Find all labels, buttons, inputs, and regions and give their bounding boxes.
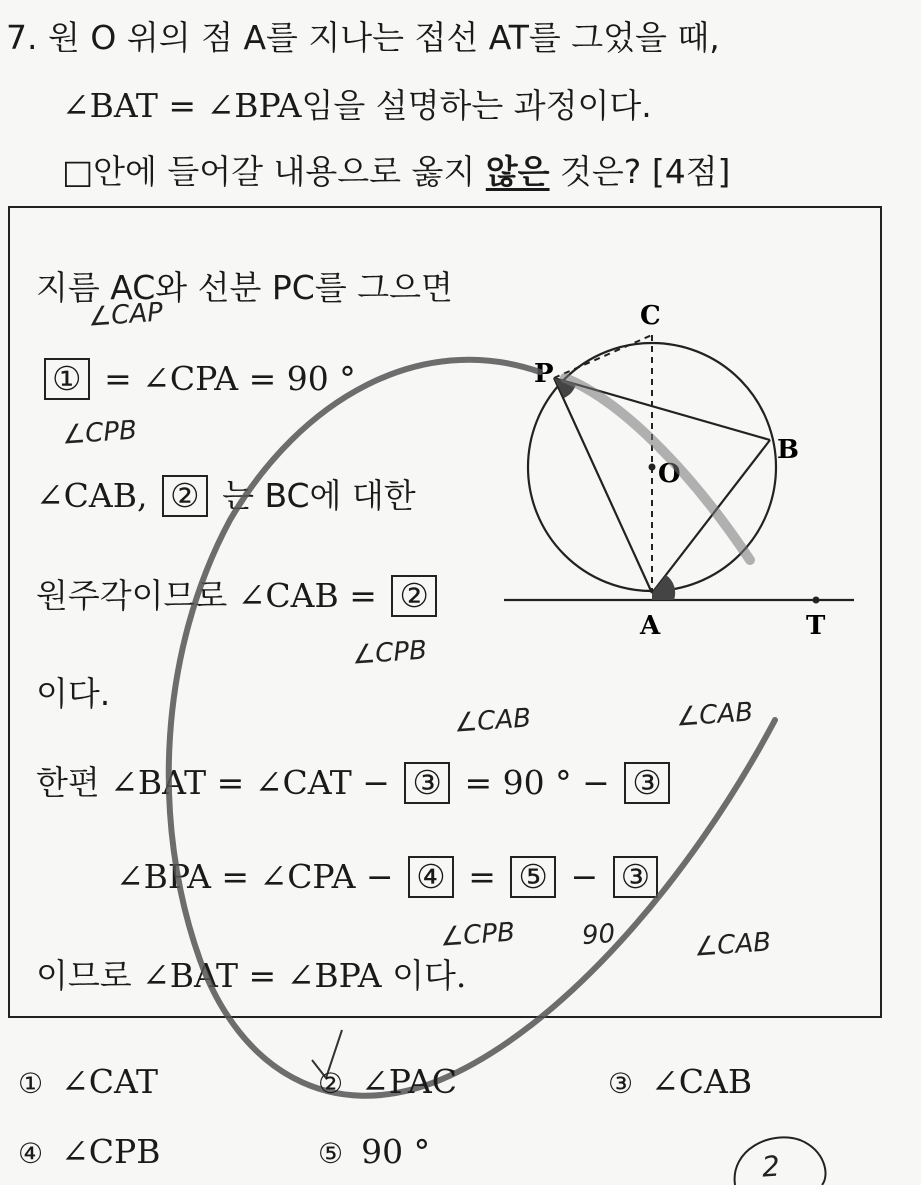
circle-figure: [490, 290, 870, 650]
proof-line-3-pre: ∠CAB,: [36, 476, 148, 515]
blank-4: ④: [408, 856, 454, 898]
blank-3a: ③: [404, 762, 450, 804]
segment-pa: [554, 378, 652, 593]
proof-line-4-pre: 원주각이므로 ∠CAB =: [36, 576, 377, 615]
option-3[interactable]: [608, 1062, 752, 1101]
center-point-o: [649, 464, 656, 471]
proof-line-6-pre: 한편 ∠BAT = ∠CAT −: [36, 763, 390, 802]
handwriting-note-5: ∠CAB: [675, 697, 755, 733]
blank-1: ①: [44, 358, 90, 400]
option-1[interactable]: [18, 1062, 158, 1101]
proof-line-8: 이므로 ∠BAT = ∠BPA 이다.: [36, 956, 467, 995]
option-5-text: 90 °: [361, 1132, 431, 1171]
blank-2a: ②: [162, 475, 208, 517]
proof-line-2: [40, 358, 356, 400]
handwriting-note-6: ∠CPB: [439, 917, 516, 953]
handwriting-note-3: ∠CPB: [351, 635, 428, 671]
proof-line-6-mid: = 90 ° −: [464, 763, 610, 802]
point-t: [813, 597, 820, 604]
option-3-number: ③: [608, 1067, 634, 1100]
option-2[interactable]: [318, 1062, 457, 1101]
proof-line-3: [36, 470, 416, 517]
blank-3b: ③: [624, 762, 670, 804]
proof-line-7-eq: =: [468, 857, 496, 896]
proof-line-2-rest: = ∠CPA = 90 °: [104, 359, 356, 398]
option-1-number: ①: [18, 1067, 44, 1100]
proof-line-4: [36, 570, 441, 617]
handwriting-note-2: ∠CPB: [61, 415, 138, 451]
proof-line-5: 이다.: [36, 674, 111, 713]
question-line-2: [62, 80, 652, 127]
label-a: A: [640, 611, 661, 641]
question-number: 7.: [6, 18, 38, 57]
blank-5: ⑤: [510, 856, 556, 898]
proof-line-7-pre: ∠BPA = ∠CPA −: [116, 857, 394, 896]
label-b: B: [777, 435, 799, 465]
proof-line-6: [36, 757, 674, 804]
label-o: O: [658, 459, 681, 489]
option-1-text: ∠CAT: [61, 1062, 159, 1101]
label-p: P: [534, 359, 554, 389]
proof-line-3-post: 는 BC에 대한: [222, 476, 416, 515]
question-emphasis: 않은: [485, 152, 550, 191]
proof-line-1: 지름 AC와 선분 PC를 그으면: [36, 268, 453, 307]
handwriting-note-1: ∠CAP: [87, 297, 164, 333]
handwriting-note-7: 90: [580, 918, 617, 952]
question-text-1: 원 O 위의 점 A를 지나는 접선 AT를 그었을 때,: [48, 18, 720, 57]
option-5[interactable]: [318, 1132, 430, 1171]
question-line-1: [6, 12, 720, 59]
label-t: T: [806, 611, 826, 641]
question-text-2: 임을 설명하는 과정이다.: [301, 86, 652, 125]
proof-line-7: [116, 856, 662, 898]
blank-3c: ③: [613, 856, 659, 898]
proof-line-7-minus: −: [570, 857, 599, 896]
handwriting-note-9: 2: [760, 1149, 781, 1184]
option-4-text: ∠CPB: [61, 1132, 161, 1171]
question-text-3a: □안에 들어갈 내용으로 옳지: [62, 152, 486, 191]
segment-pc: [554, 335, 652, 378]
handwriting-note-4: ∠CAB: [453, 703, 533, 739]
blank-2b: ②: [391, 575, 437, 617]
question-line-3: [62, 146, 730, 193]
question-math: ∠BAT = ∠BPA: [62, 86, 302, 125]
option-4[interactable]: [18, 1132, 160, 1171]
segment-pb: [554, 378, 770, 440]
option-5-number: ⑤: [318, 1137, 344, 1170]
label-c: C: [640, 301, 661, 331]
option-4-number: ④: [18, 1137, 44, 1170]
handwriting-note-8: ∠CAB: [693, 927, 773, 963]
option-2-text: ∠PAC: [361, 1062, 458, 1101]
option-3-text: ∠CAB: [651, 1062, 753, 1101]
option-2-number: ②: [318, 1067, 344, 1100]
question-text-3b: 것은? [4점]: [549, 152, 731, 191]
